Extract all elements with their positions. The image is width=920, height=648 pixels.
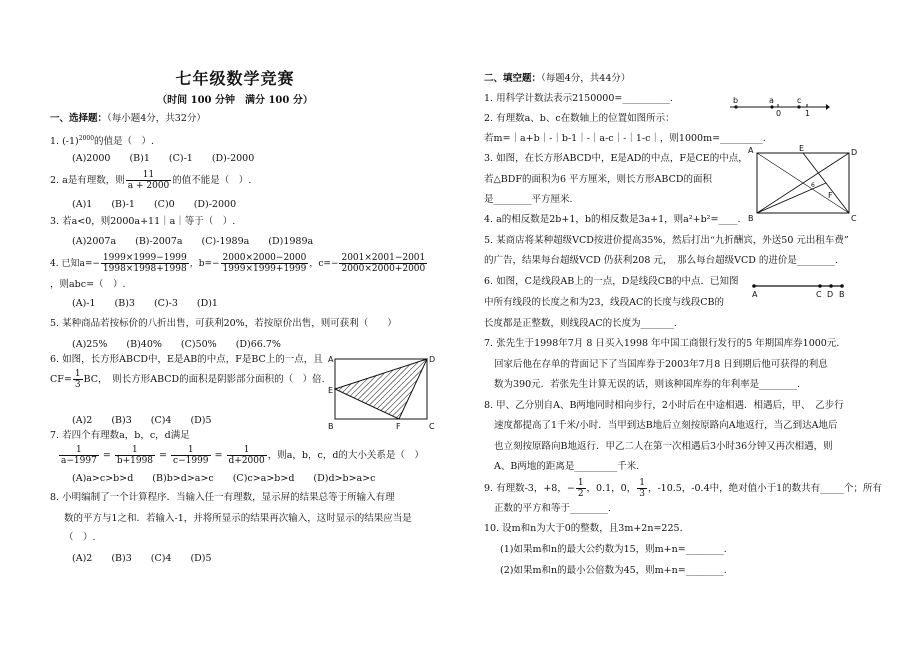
question-8-options: (A)2 (B)3 (C)4 (D)5 bbox=[72, 553, 212, 564]
fill-question-2: 2. 有理数a、b、c在数轴上的位置如图所示： bbox=[484, 113, 675, 124]
fig3-label-F: F bbox=[828, 191, 833, 200]
fill-question-7-line3: 数为390元．若张先生计算无误的话，则该种国库券的年利率是________. bbox=[494, 379, 801, 390]
question-2: 2. a是有理数，则 $\frac{11}{a + 2000}$ 的值不能是（ ）. bbox=[50, 170, 252, 191]
seg-label-A: A bbox=[752, 290, 758, 299]
rectangle-figure-q3 bbox=[745, 143, 865, 225]
fig3-label-E: E bbox=[799, 144, 805, 153]
label-E: E bbox=[328, 386, 334, 395]
question-3-options: (A)2007a (B)-2007a (C)-1989a (D)1989a bbox=[72, 236, 314, 247]
fill-question-3-line2: 若△BDF的面积为6 平方厘米，则长方形ABCD的面积 bbox=[484, 174, 712, 185]
fill-question-4: 4. a的相反数是2b+1，b的相反数是3a+1，则a²+b²=____. bbox=[484, 214, 741, 225]
question-7-options: (A)a>c>b>d (B)b>d>a>c (C)c>a>b>d (D)d>b>a>c bbox=[72, 473, 376, 484]
fill-question-8-line3: 也立刻按原路向B地返行．甲乙二人在第一次相遇后3小时36分钟又再次相遇，则 bbox=[494, 441, 833, 452]
question-5: 5. 某种商品若按标价的八折出售，可获利20%，若按原价出售，则可获利（ ） bbox=[50, 318, 397, 329]
shaded-region bbox=[335, 359, 427, 419]
fill-question-2-line2: 若m=｜a+b｜-｜b-1｜-｜a-c｜-｜1-c｜，则1000m=_________. bbox=[484, 133, 766, 144]
label-B: B bbox=[328, 422, 334, 431]
question-4: 4. 已知a=− $\frac{1999\times 1999-1999}{1998\times 1998+1998}$ ，b=− $\frac{2000\times 2000-2000}{1999\times 1999+1999}$ ，c=− $\frac{2001\times 2001-2001}{2000\times 2000+2000}$ bbox=[50, 253, 426, 274]
question-7-equation: $\frac{1}{a-1997}$ = $\frac{1}{b+1998}$ = $\frac{1}{c-1999}$ = $\frac{1}{d+2000}$ ，则a，b，c，d的大小关系是（ ） bbox=[61, 445, 424, 466]
fig3-label-B: B bbox=[748, 214, 754, 223]
seg-label-B: B bbox=[839, 290, 845, 299]
fill-question-9-line2: 正数的平方和等于________. bbox=[494, 503, 612, 514]
label-A: A bbox=[328, 355, 334, 364]
question-1-options: (A)2000 (B)1 (C)-1 (D)-2000 bbox=[72, 153, 255, 164]
fig3-label-A: A bbox=[748, 146, 754, 155]
question-4-line2: ，则abc=（ ）. bbox=[50, 279, 126, 290]
seg-label-C: C bbox=[816, 290, 822, 299]
question-6: 6. 如图，长方形ABCD中，E是AB的中点，F是BC上的一点，且 bbox=[50, 354, 323, 365]
fill-question-6: 6. 如图，C是线段AB上的一点，D是线段CB的中点．已知图 bbox=[484, 276, 739, 287]
question-8-line2: 数的平方与1之和．若输入-1，并将所显示的结果再次输入，这时显示的结果应当是 bbox=[64, 513, 412, 524]
fill-question-6-line3: 长度都是正整数，则线段AC的长度为_______. bbox=[484, 318, 677, 329]
question-6-options: (A)2 (B)3 (C)4 (D)5 bbox=[72, 415, 212, 426]
fill-question-5: 5. 某商店将某种超级VCD按进价提高35%，然后打出“九折酬宾，外送50 元出租车费” bbox=[484, 235, 849, 246]
fill-question-5-line2: 的广告，结果每台超级VCD 仍获利208 元， 那么每台超级VCD 的进价是________. bbox=[484, 255, 838, 266]
number-line-figure bbox=[730, 96, 830, 118]
fill-question-10-sub1: (1)如果m和n的最大公约数为15，则m+n=________. bbox=[500, 544, 727, 555]
rectangle-figure-q6 bbox=[325, 353, 440, 433]
seg-label-D: D bbox=[827, 290, 834, 299]
part1-heading: 一、选择题：（每小题4分，共32分） bbox=[50, 113, 206, 124]
part2-heading: 二、填空题：（每题4分，共44分） bbox=[484, 73, 631, 84]
fig3-label-6: 6 bbox=[811, 182, 815, 189]
fill-question-7-line2: 回家后他在存单的背面记下了当国库券于2003年7月8 日到期后他可获得的利息 bbox=[494, 359, 828, 370]
fill-question-10: 10. 设m和n为大于0的整数，且3m+2n=225. bbox=[484, 523, 683, 534]
fill-question-8-line4: A、B两地的距离是_________千米. bbox=[494, 461, 640, 472]
fig3-label-C: C bbox=[851, 214, 857, 223]
fill-question-3: 3. 如图，在长方形ABCD中，E是AD的中点，F是CE的中点， bbox=[484, 153, 748, 164]
label-D: D bbox=[429, 355, 436, 364]
numline-c: c bbox=[797, 96, 802, 105]
fig3-label-D: D bbox=[851, 148, 858, 157]
fill-question-6-line2: 中所有线段的长度之和为23，线段AC的长度与线段CB的 bbox=[484, 297, 724, 308]
fill-question-1: 1. 用科学计数法表示2150000=__________. bbox=[484, 93, 673, 104]
fill-question-3-line3: 是________平方厘米. bbox=[484, 194, 573, 205]
numline-a: a bbox=[769, 96, 774, 105]
question-7: 7. 若四个有理数a，b，c，d满足 bbox=[50, 430, 190, 441]
label-F: F bbox=[396, 422, 401, 431]
fill-question-8: 8. 甲、乙分别自A、B两地同时相向步行，2小时后在中途相遇．相遇后，甲、 乙步行 bbox=[484, 400, 844, 411]
numline-b: b bbox=[733, 96, 739, 105]
question-6-line2: CF= $\frac{1}{3}$ BC， 则长方形ABCD的面积是阴影部分面积的（ ）倍. bbox=[50, 369, 325, 390]
question-8: 8. 小明编制了一个计算程序．当输入任一有理数，显示屏的结果总等于所输入有理 bbox=[50, 492, 395, 503]
question-3: 3. 若a<0，则2000a+11｜a｜等于（ ）. bbox=[50, 216, 236, 227]
question-8-line3: （ ）. bbox=[64, 532, 96, 543]
question-4-options: (A)-1 (B)3 (C)-3 (D)1 bbox=[72, 298, 218, 309]
fill-question-9: 9. 有理数-3，+8，− $\frac{1}{2}$ ，0.1，0， $\frac{1}{3}$ ，-10.5，-0.4中，绝对值小于1的数共有_____个；所有 bbox=[484, 478, 882, 499]
page-subtitle: （时间 100 分钟 满分 100 分） bbox=[157, 95, 313, 106]
label-C: C bbox=[429, 422, 435, 431]
fill-question-7: 7. 张先生于1998年7月 8 日买入1998 年中国工商银行发行的5 年期国库券1000元． bbox=[484, 338, 846, 349]
question-1: 1. $(-1)^{2000}$的值是（ ）. bbox=[50, 135, 155, 148]
segment-figure-q6 bbox=[748, 280, 848, 300]
numline-zero: 0 bbox=[776, 109, 782, 118]
fill-question-8-line2: 速度都提高了1千米/小时．当甲到达B地后立刻按原路向A地返行，当乙到达A地后 bbox=[494, 420, 838, 431]
question-5-options: (A)25% (B)40% (C)50% (D)66.7% bbox=[72, 339, 281, 350]
page-title: 七年级数学竞赛 bbox=[175, 69, 295, 88]
question-2-options: (A)1 (B)-1 (C)0 (D)-2000 bbox=[72, 199, 237, 210]
fill-question-10-sub2: (2)如果m和n的最小公倍数为45，则m+n=________. bbox=[500, 565, 727, 576]
numline-one: 1 bbox=[805, 109, 811, 118]
